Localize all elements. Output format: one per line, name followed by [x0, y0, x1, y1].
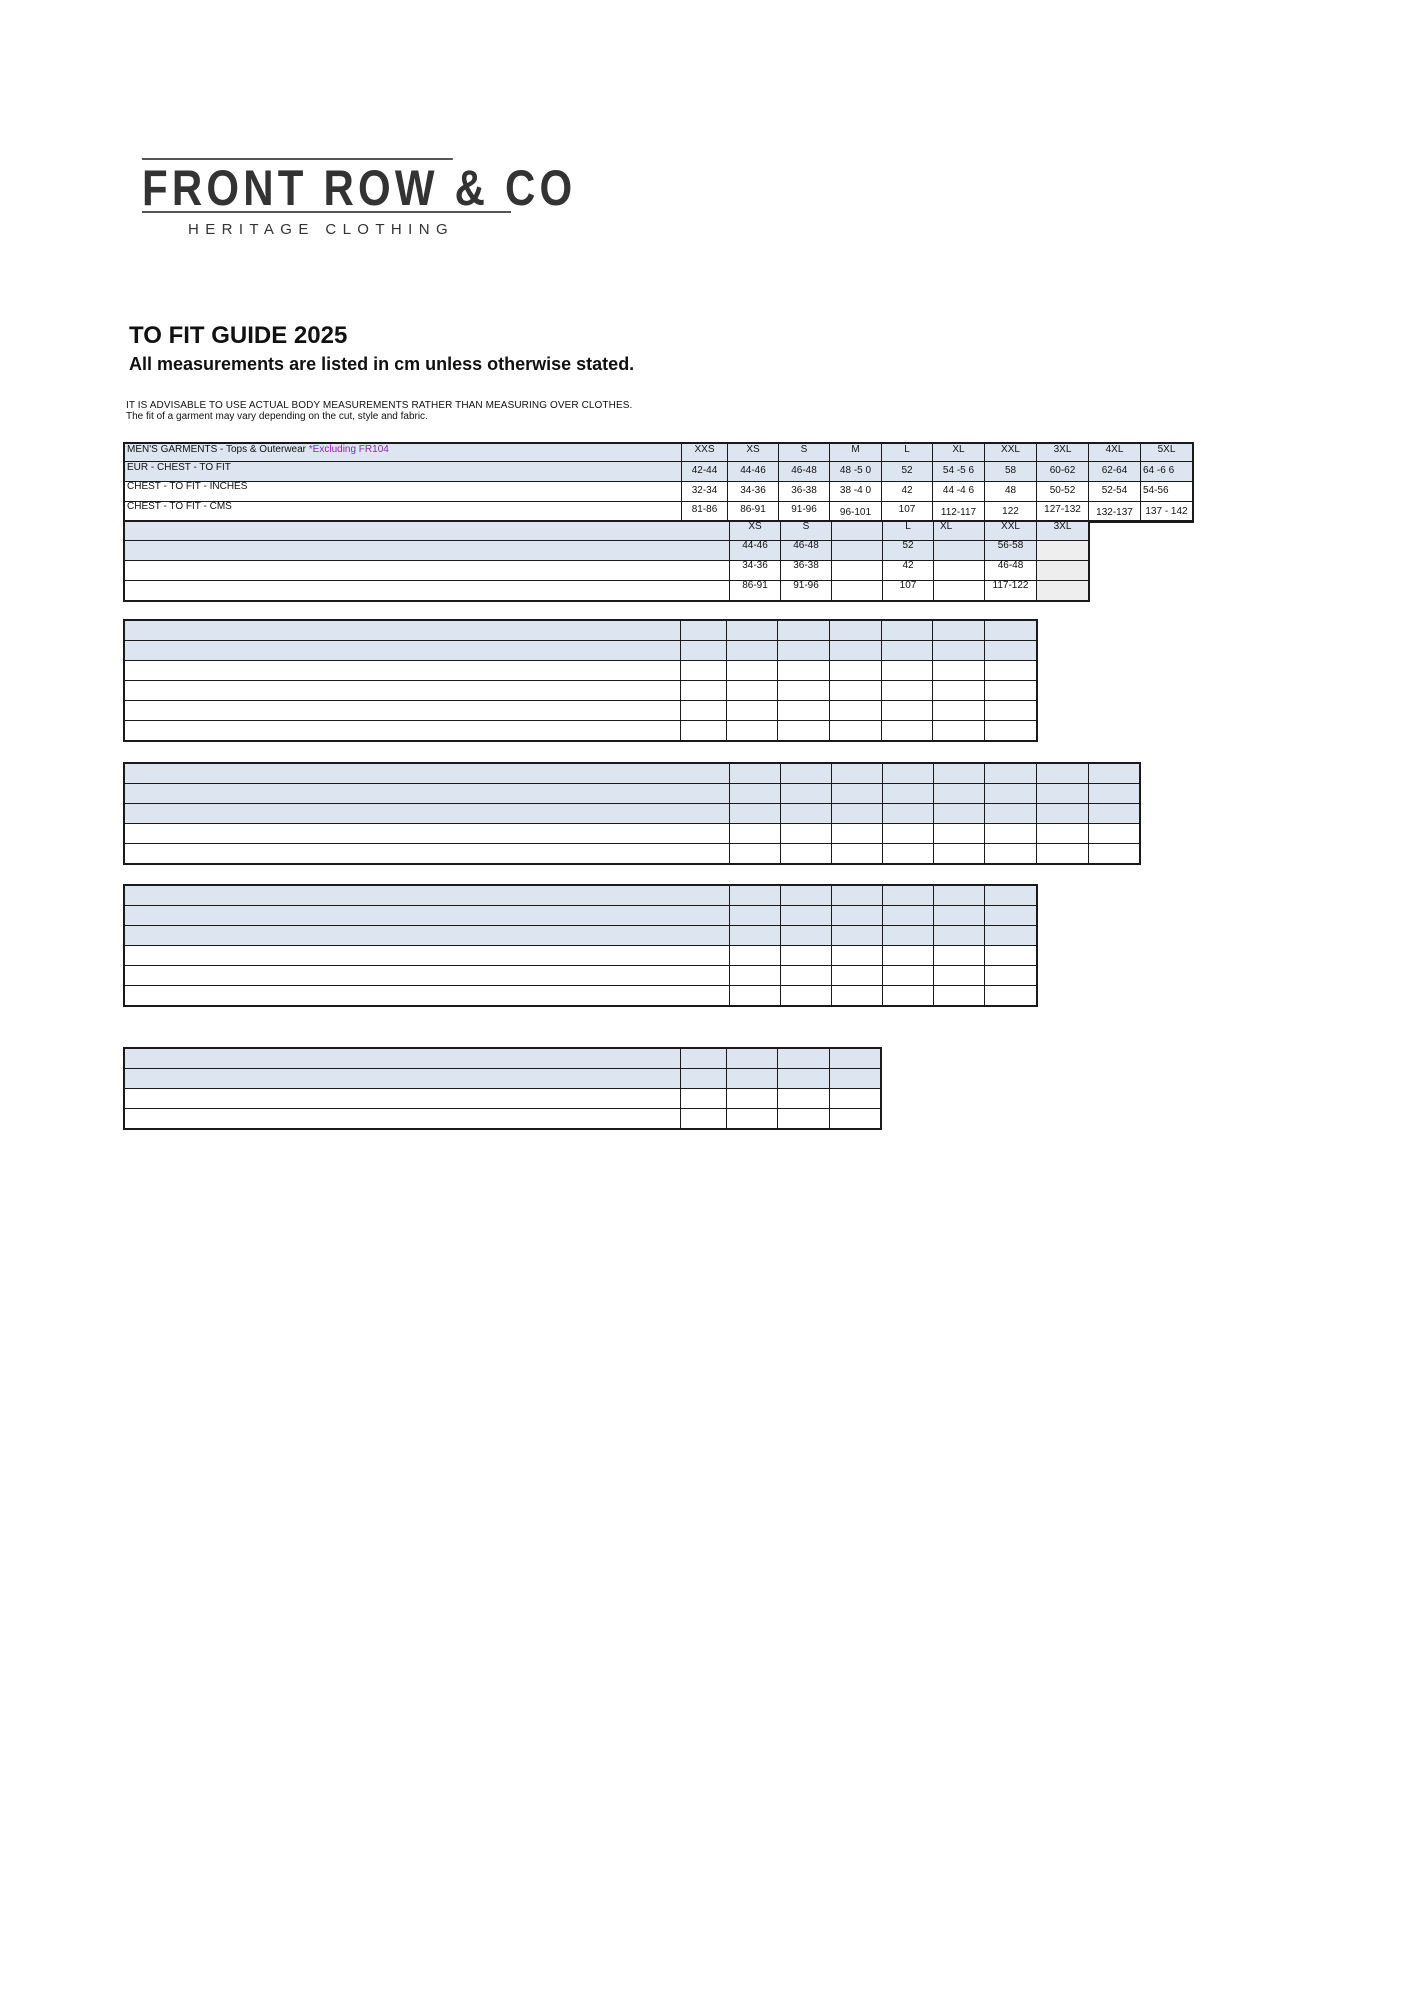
logo-divider — [142, 211, 511, 213]
table-cell — [777, 1048, 830, 1069]
table-cell — [1036, 540, 1089, 561]
table-cell — [984, 763, 1037, 784]
table-row — [124, 763, 730, 784]
table-header-blank — [124, 521, 730, 541]
table-cell — [777, 1108, 830, 1129]
table-row — [124, 560, 730, 581]
table-cell: 56-58 — [984, 540, 1037, 561]
table-cell — [933, 783, 985, 804]
table-cell — [680, 640, 727, 661]
table-cell — [881, 660, 933, 681]
table-row — [124, 680, 681, 701]
table-cell: 34-36 — [729, 560, 781, 581]
table-cell — [1036, 580, 1089, 601]
table-cell — [881, 680, 933, 701]
size-header-4xl: 4XL — [1088, 443, 1141, 462]
table-cell — [780, 945, 832, 966]
table-cell — [829, 640, 882, 661]
table-cell — [933, 823, 985, 844]
table-cell — [726, 620, 778, 641]
table-cell: 54 -5 6 — [932, 461, 985, 482]
table-cell: 34-36 — [727, 481, 779, 502]
table-cell — [726, 1048, 778, 1069]
table-cell — [780, 905, 832, 926]
table-cell — [882, 823, 934, 844]
table-cell — [729, 925, 781, 946]
table-cell — [829, 1068, 881, 1089]
table-cell: 48 — [984, 481, 1037, 502]
size-header-l: L — [881, 443, 933, 462]
table-cell — [984, 905, 1037, 926]
size-header-xl: XL — [932, 443, 985, 462]
table-row — [124, 1068, 681, 1089]
table-row — [124, 945, 730, 966]
table-cell — [882, 885, 934, 906]
table-cell — [729, 985, 781, 1006]
table-cell — [829, 700, 882, 721]
table-cell — [932, 640, 985, 661]
table-row — [124, 660, 681, 681]
mens-table-header-label: MEN'S GARMENTS - Tops & Outerwear — [127, 444, 306, 455]
table-cell — [1036, 823, 1089, 844]
table-cell — [984, 640, 1037, 661]
table-row — [124, 580, 730, 601]
table-cell: 52 — [882, 540, 934, 561]
table-cell — [882, 763, 934, 784]
table-cell — [932, 720, 985, 741]
table-cell — [829, 1088, 881, 1109]
table-cell — [680, 1048, 727, 1069]
table-cell — [777, 660, 830, 681]
table-cell — [1088, 843, 1140, 864]
row-label-chest-cms: CHEST - TO FIT - CMS — [124, 501, 682, 521]
size-header-s-2: S — [780, 521, 832, 541]
size-header-3xl: 3XL — [1036, 443, 1089, 462]
table-cell — [1036, 803, 1089, 824]
table-cell — [1088, 783, 1140, 804]
table-cell — [780, 783, 832, 804]
table-row — [124, 1048, 681, 1069]
table-cell: 52 — [881, 461, 933, 482]
table-cell: 32-34 — [681, 481, 728, 502]
table-cell — [729, 823, 781, 844]
table-cell — [829, 1048, 881, 1069]
table-cell — [726, 640, 778, 661]
table-cell: 36-38 — [780, 560, 832, 581]
table-cell — [831, 925, 883, 946]
table-cell — [780, 965, 832, 986]
table-cell: 42-44 — [681, 461, 728, 482]
table-cell — [881, 700, 933, 721]
table-cell — [829, 620, 882, 641]
table-cell — [933, 560, 985, 581]
mens-table-header-note: *Excluding FR104 — [308, 444, 389, 455]
table-cell — [882, 945, 934, 966]
table-cell: 42 — [881, 481, 933, 502]
table-cell — [1088, 803, 1140, 824]
table-cell — [831, 843, 883, 864]
table-cell — [780, 803, 832, 824]
table-cell — [984, 823, 1037, 844]
table-cell — [680, 1068, 727, 1089]
table-cell — [882, 925, 934, 946]
table-cell — [680, 720, 727, 741]
table-cell — [984, 783, 1037, 804]
table-row — [124, 803, 730, 824]
table-cell — [777, 700, 830, 721]
table-cell: 107 — [881, 501, 933, 521]
table-cell — [881, 620, 933, 641]
table-cell — [882, 985, 934, 1006]
table-cell — [680, 700, 727, 721]
table-cell — [1036, 763, 1089, 784]
size-header-3xl-2: 3XL — [1036, 521, 1089, 541]
brand-tagline: HERITAGE CLOTHING — [188, 221, 455, 238]
table-cell: 64 -6 6 — [1140, 461, 1193, 482]
table-cell — [780, 885, 832, 906]
table-cell: 91-96 — [778, 501, 830, 521]
table-row — [124, 1108, 681, 1129]
table-cell: 127-132 — [1036, 501, 1089, 521]
table-cell — [777, 680, 830, 701]
table-cell — [829, 660, 882, 681]
size-header-xs-2: XS — [729, 521, 781, 541]
table-cell: 107 — [882, 580, 934, 601]
table-cell: 48 -5 0 — [829, 461, 882, 482]
table-cell — [680, 680, 727, 701]
table-cell — [831, 885, 883, 906]
brand-logo: FRONT ROW & CO — [142, 160, 577, 216]
table-cell: 132-137 — [1088, 501, 1141, 521]
table-row — [124, 885, 730, 906]
table-cell — [780, 823, 832, 844]
table-row — [124, 620, 681, 641]
table-cell — [1036, 843, 1089, 864]
table-cell — [933, 843, 985, 864]
table-cell — [1088, 763, 1140, 784]
table-cell — [881, 640, 933, 661]
table-cell — [780, 925, 832, 946]
table-cell — [829, 680, 882, 701]
table-cell: 46-48 — [780, 540, 832, 561]
table-cell — [831, 803, 883, 824]
table-cell: 46-48 — [984, 560, 1037, 581]
table-cell — [984, 660, 1037, 681]
table-cell — [984, 720, 1037, 741]
table-cell — [933, 763, 985, 784]
table-cell: 86-91 — [727, 501, 779, 521]
table-row — [124, 985, 730, 1006]
table-row — [124, 965, 730, 986]
row-label-eur-chest: EUR - CHEST - TO FIT — [124, 461, 682, 482]
table-cell: 44-46 — [727, 461, 779, 482]
table-cell: 96-101 — [829, 501, 882, 521]
table-cell — [777, 620, 830, 641]
table-cell — [882, 843, 934, 864]
table-cell: 52-54 — [1088, 481, 1141, 502]
table-cell — [831, 580, 883, 601]
table-cell — [729, 803, 781, 824]
table-cell — [680, 620, 727, 641]
table-cell — [933, 580, 985, 601]
table-row — [124, 640, 681, 661]
table-cell — [933, 885, 985, 906]
table-cell — [680, 660, 727, 681]
table-cell: 122 — [984, 501, 1037, 521]
table-cell — [777, 1068, 830, 1089]
table-cell — [726, 700, 778, 721]
table-cell — [829, 1108, 881, 1129]
table-cell — [933, 985, 985, 1006]
table-cell — [984, 965, 1037, 986]
table-row — [124, 823, 730, 844]
table-cell — [777, 720, 830, 741]
size-header-5xl: 5XL — [1140, 443, 1193, 462]
table-cell — [726, 1108, 778, 1129]
table-cell — [984, 843, 1037, 864]
row-label-chest-inches: CHEST - TO FIT - INCHES — [124, 481, 682, 502]
size-header-xxs: XXS — [681, 443, 728, 462]
table-cell — [729, 905, 781, 926]
size-header-xl-2: XL — [933, 521, 985, 541]
table-cell — [726, 1068, 778, 1089]
table-cell — [932, 660, 985, 681]
table-cell — [984, 985, 1037, 1006]
table-cell — [780, 843, 832, 864]
size-header-s: S — [778, 443, 830, 462]
table-cell — [726, 720, 778, 741]
table-cell: 54-56 — [1140, 481, 1193, 502]
table-row — [124, 843, 730, 864]
table-cell — [932, 700, 985, 721]
table-row — [124, 783, 730, 804]
table-cell — [726, 660, 778, 681]
table-cell — [933, 803, 985, 824]
table-cell: 44-46 — [729, 540, 781, 561]
mens-table-header — [124, 443, 682, 462]
size-header-blank — [831, 521, 883, 541]
table-cell: 91-96 — [780, 580, 832, 601]
table-cell — [777, 1088, 830, 1109]
table-cell — [1088, 823, 1140, 844]
table-cell — [831, 540, 883, 561]
table-cell — [680, 1108, 727, 1129]
table-cell: 60-62 — [1036, 461, 1089, 482]
table-cell: 50-52 — [1036, 481, 1089, 502]
size-header-xxl-2: XXL — [984, 521, 1037, 541]
table-cell — [831, 905, 883, 926]
table-cell — [726, 1088, 778, 1109]
table-cell — [777, 640, 830, 661]
measurement-advice: IT IS ADVISABLE TO USE ACTUAL BODY MEASUREMENTS RATHER THAN MEASURING OVER CLOTHES. — [126, 400, 633, 411]
table-cell — [882, 905, 934, 926]
table-cell — [780, 985, 832, 1006]
table-cell: 137 - 142 — [1140, 501, 1193, 521]
table-cell — [984, 620, 1037, 641]
table-cell — [726, 680, 778, 701]
table-cell — [933, 540, 985, 561]
size-header-xxl: XXL — [984, 443, 1037, 462]
table-cell: 38 -4 0 — [829, 481, 882, 502]
table-cell — [882, 803, 934, 824]
table-cell — [881, 720, 933, 741]
table-cell: 81-86 — [681, 501, 728, 521]
table-row — [124, 540, 730, 561]
table-cell: 58 — [984, 461, 1037, 482]
size-header-l-2: L — [882, 521, 934, 541]
table-cell: 44 -4 6 — [932, 481, 985, 502]
table-cell — [984, 700, 1037, 721]
table-cell — [831, 763, 883, 784]
table-cell — [831, 783, 883, 804]
table-cell — [680, 1088, 727, 1109]
table-cell: 46-48 — [778, 461, 830, 482]
table-cell — [831, 560, 883, 581]
table-cell — [933, 925, 985, 946]
page-subtitle: All measurements are listed in cm unless otherwise stated. — [129, 354, 635, 374]
table-cell: 117-122 — [984, 580, 1037, 601]
table-cell — [984, 680, 1037, 701]
table-cell — [729, 763, 781, 784]
size-header-m: M — [829, 443, 882, 462]
table-cell — [984, 925, 1037, 946]
table-cell — [1036, 783, 1089, 804]
size-header-xs: XS — [727, 443, 779, 462]
table-cell — [831, 985, 883, 1006]
table-cell — [831, 823, 883, 844]
table-cell — [729, 945, 781, 966]
table-cell — [1036, 560, 1089, 581]
table-cell — [933, 965, 985, 986]
table-cell — [729, 885, 781, 906]
table-cell — [829, 720, 882, 741]
table-cell — [882, 965, 934, 986]
table-cell — [780, 763, 832, 784]
table-cell — [984, 945, 1037, 966]
table-cell — [932, 620, 985, 641]
table-cell — [933, 945, 985, 966]
table-cell — [984, 803, 1037, 824]
table-row — [124, 905, 730, 926]
table-cell — [831, 965, 883, 986]
table-cell — [729, 843, 781, 864]
table-cell — [831, 945, 883, 966]
table-cell — [729, 783, 781, 804]
table-row — [124, 925, 730, 946]
table-row — [124, 720, 681, 741]
table-cell: 42 — [882, 560, 934, 581]
fit-disclaimer: The fit of a garment may vary depending on the cut, style and fabric. — [126, 411, 428, 422]
table-cell — [932, 680, 985, 701]
table-row — [124, 700, 681, 721]
table-cell: 112-117 — [932, 501, 985, 521]
table-cell: 62-64 — [1088, 461, 1141, 482]
table-cell: 86-91 — [729, 580, 781, 601]
table-cell — [729, 965, 781, 986]
table-cell — [984, 885, 1037, 906]
table-row — [124, 1088, 681, 1109]
page-title: TO FIT GUIDE 2025 — [129, 322, 348, 349]
table-cell — [933, 905, 985, 926]
table-cell — [882, 783, 934, 804]
table-cell: 36-38 — [778, 481, 830, 502]
